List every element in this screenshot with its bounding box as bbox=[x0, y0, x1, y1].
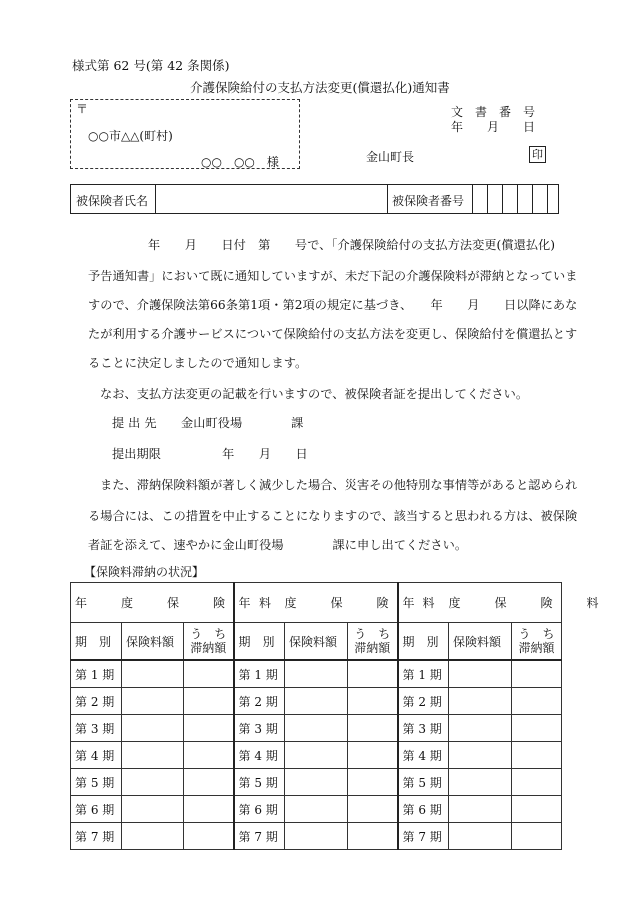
table-row bbox=[71, 796, 562, 823]
premium-amount-cell bbox=[285, 769, 348, 796]
period-cell: 第 5 期 bbox=[71, 769, 122, 796]
fiscal-year-header: 年 度 保 険 料 bbox=[234, 583, 398, 623]
overdue-amount-cell bbox=[512, 660, 562, 688]
body-line-5: ることに決定しましたので通知します。 bbox=[88, 356, 308, 370]
postal-mark: 〒 bbox=[76, 102, 89, 116]
overdue-amount-column-header: う ち 滞納額 bbox=[348, 623, 398, 661]
overdue-amount-cell bbox=[184, 715, 234, 742]
seal-mark: 印 bbox=[529, 146, 546, 163]
insured-number-digit bbox=[473, 185, 488, 213]
insured-number-label-cell bbox=[388, 185, 473, 213]
period-cell: 第 5 期 bbox=[398, 769, 449, 796]
premium-amount-cell bbox=[122, 742, 184, 769]
overdue-amount-cell bbox=[512, 769, 562, 796]
issuer: 金山町長 bbox=[366, 150, 415, 164]
period-cell: 第 6 期 bbox=[398, 796, 449, 823]
insured-number-digit bbox=[488, 185, 503, 213]
table-row bbox=[71, 742, 562, 769]
insured-info-row bbox=[70, 184, 559, 214]
overdue-amount-cell bbox=[512, 742, 562, 769]
overdue-amount-cell bbox=[348, 769, 398, 796]
table-row bbox=[71, 660, 562, 688]
period-cell: 第 4 期 bbox=[234, 742, 285, 769]
period-cell: 第 3 期 bbox=[71, 715, 122, 742]
insured-name-label-cell bbox=[71, 185, 156, 213]
period-cell: 第 1 期 bbox=[71, 660, 122, 688]
period-cell: 第 2 期 bbox=[234, 688, 285, 715]
premium-amount-cell bbox=[122, 660, 184, 688]
submit-destination: 提 出 先 金山町役場 課 bbox=[112, 416, 304, 430]
insured-name-label: 被保険者氏名 bbox=[76, 194, 149, 208]
insured-number-label: 被保険者番号 bbox=[392, 194, 465, 208]
period-cell: 第 2 期 bbox=[398, 688, 449, 715]
form-number: 様式第 62 号(第 42 条関係) bbox=[72, 58, 230, 73]
premium-amount-cell bbox=[449, 769, 512, 796]
period-cell: 第 5 期 bbox=[234, 769, 285, 796]
period-cell: 第 3 期 bbox=[398, 715, 449, 742]
fiscal-year-header: 年 度 保 険 料 bbox=[71, 583, 234, 623]
period-cell: 第 7 期 bbox=[71, 823, 122, 850]
issue-date-label: 年 月 日 bbox=[451, 120, 536, 134]
insured-number-digit bbox=[518, 185, 533, 213]
premium-amount-cell bbox=[449, 823, 512, 850]
body-line-9: 者証を添えて、速やかに金山町役場 課に申し出てください。 bbox=[88, 538, 468, 552]
premium-amount-cell bbox=[122, 688, 184, 715]
overdue-amount-cell bbox=[512, 715, 562, 742]
overdue-amount-cell bbox=[184, 823, 234, 850]
period-cell: 第 7 期 bbox=[234, 823, 285, 850]
overdue-amount-cell bbox=[348, 660, 398, 688]
premium-amount-column-header: 保険料額 bbox=[449, 623, 512, 661]
overdue-amount-column-header: う ち 滞納額 bbox=[512, 623, 562, 661]
premium-amount-cell bbox=[449, 742, 512, 769]
period-cell: 第 4 期 bbox=[398, 742, 449, 769]
document-number-label: 文 書 番 号 bbox=[451, 105, 536, 119]
addressee-name: ○○ ○○ 様 bbox=[201, 155, 279, 169]
body-line-6: なお、支払方法変更の記載を行いますので、被保険者証を提出してください。 bbox=[100, 387, 529, 401]
overdue-amount-cell bbox=[348, 688, 398, 715]
body-line-1: 年 月 日付 第 号で、「介護保険給付の支払方法変更(償還払化) bbox=[148, 238, 556, 252]
premium-amount-cell bbox=[122, 796, 184, 823]
document-title: 介護保険給付の支払方法変更(償還払化)通知書 bbox=[190, 80, 450, 95]
overdue-amount-cell bbox=[184, 688, 234, 715]
insured-number-digit bbox=[533, 185, 548, 213]
body-line-2: 予告通知書」において既に通知していますが、未だ下記の介護保険料が滞納となっていま bbox=[88, 269, 578, 283]
premium-amount-cell bbox=[285, 823, 348, 850]
period-cell: 第 7 期 bbox=[398, 823, 449, 850]
insured-number-digit bbox=[503, 185, 518, 213]
premium-amount-cell bbox=[449, 688, 512, 715]
body-line-4: たが利用する介護サービスについて保険給付の支払方法を変更し、保険給付を償還払とす bbox=[88, 327, 578, 341]
insured-number-digit bbox=[548, 185, 560, 213]
premium-amount-cell bbox=[285, 688, 348, 715]
period-cell: 第 1 期 bbox=[234, 660, 285, 688]
premium-amount-cell bbox=[285, 715, 348, 742]
premium-amount-column-header: 保険料額 bbox=[285, 623, 348, 661]
period-cell: 第 6 期 bbox=[234, 796, 285, 823]
premium-amount-column-header: 保険料額 bbox=[122, 623, 184, 661]
insured-name-field bbox=[156, 185, 388, 213]
premium-amount-cell bbox=[122, 769, 184, 796]
premium-amount-cell bbox=[449, 660, 512, 688]
period-cell: 第 6 期 bbox=[71, 796, 122, 823]
overdue-amount-cell bbox=[348, 742, 398, 769]
address-city: ○○市△△(町村) bbox=[88, 129, 173, 143]
body-line-3: すので、介護保険法第66条第1項・第2項の規定に基づき、 年 月 日以降にあな bbox=[88, 298, 578, 312]
overdue-amount-cell bbox=[184, 742, 234, 769]
period-cell: 第 1 期 bbox=[398, 660, 449, 688]
period-column-header: 期 別 bbox=[398, 623, 449, 661]
table-row bbox=[71, 769, 562, 796]
address-box bbox=[70, 99, 300, 169]
overdue-amount-cell bbox=[512, 796, 562, 823]
table-row bbox=[71, 688, 562, 715]
body-line-8: る場合には、この措置を中止することになりますので、該当すると思われる方は、被保険 bbox=[88, 509, 578, 523]
overdue-amount-cell bbox=[512, 688, 562, 715]
overdue-amount-cell bbox=[348, 823, 398, 850]
table-row bbox=[71, 823, 562, 850]
premium-amount-cell bbox=[449, 715, 512, 742]
premium-amount-cell bbox=[449, 796, 512, 823]
overdue-amount-cell bbox=[184, 769, 234, 796]
premium-amount-cell bbox=[285, 660, 348, 688]
arrears-status-table bbox=[70, 582, 610, 850]
period-column-header: 期 別 bbox=[234, 623, 285, 661]
period-cell: 第 3 期 bbox=[234, 715, 285, 742]
premium-amount-cell bbox=[285, 742, 348, 769]
premium-amount-cell bbox=[122, 823, 184, 850]
overdue-amount-cell bbox=[512, 823, 562, 850]
premium-amount-cell bbox=[122, 715, 184, 742]
submit-deadline: 提出期限 年 月 日 bbox=[112, 447, 308, 461]
status-section-title: 【保険料滞納の状況】 bbox=[84, 565, 205, 579]
overdue-amount-cell bbox=[348, 715, 398, 742]
premium-amount-cell bbox=[285, 796, 348, 823]
overdue-amount-cell bbox=[184, 796, 234, 823]
overdue-amount-cell bbox=[184, 660, 234, 688]
period-column-header: 期 別 bbox=[71, 623, 122, 661]
table-row bbox=[71, 715, 562, 742]
period-cell: 第 2 期 bbox=[71, 688, 122, 715]
body-line-7: また、滞納保険料額が著しく減少した場合、災害その他特別な事情等があると認められ bbox=[100, 478, 578, 492]
overdue-amount-cell bbox=[348, 796, 398, 823]
period-cell: 第 4 期 bbox=[71, 742, 122, 769]
fiscal-year-header: 年 度 保 険 料 bbox=[398, 583, 562, 623]
overdue-amount-column-header: う ち 滞納額 bbox=[184, 623, 234, 661]
